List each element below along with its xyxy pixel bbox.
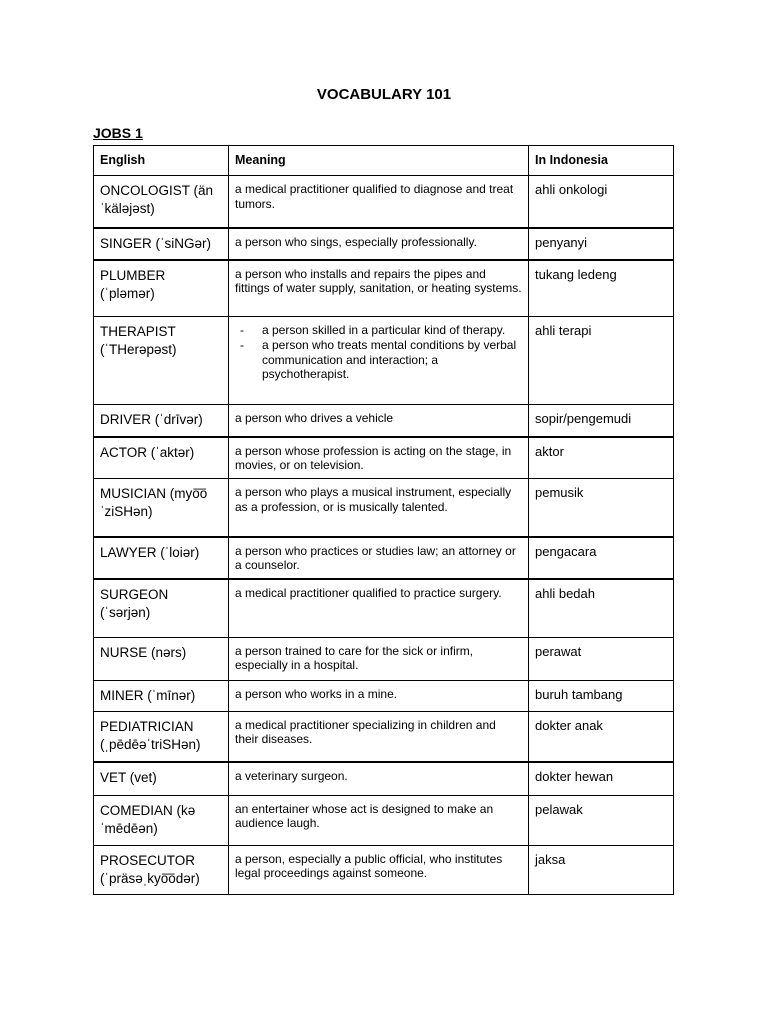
meaning-cell: a veterinary surgeon. [229, 762, 529, 795]
indonesian-cell: dokter anak [529, 711, 674, 762]
section-heading: JOBS 1 [93, 125, 143, 141]
table-row [94, 680, 674, 711]
meaning-cell: a person who drives a vehicle [229, 405, 529, 437]
meaning-cell: a person, especially a public official, who institutes legal proceedings against someone. [229, 845, 529, 894]
indonesian-cell: pemusik [529, 479, 674, 537]
vocabulary-table [93, 145, 674, 895]
indonesian-cell: buruh tambang [529, 680, 674, 711]
meaning-cell: an entertainer whose act is designed to make an audience laugh. [229, 795, 529, 845]
meaning-cell: a person who works in a mine. [229, 680, 529, 711]
indonesian-cell: ahli onkologi [529, 176, 674, 228]
meaning-cell: a person who installs and repairs the pipes and fittings of water supply, sanitation, or heating systems. [229, 260, 529, 317]
header-indonesian: In Indonesia [529, 146, 674, 176]
table-row [94, 637, 674, 680]
definition-item: - a person skilled in a particular kind of therapy. [235, 323, 522, 338]
indonesian-cell: dokter hewan [529, 762, 674, 795]
meaning-cell: a person trained to care for the sick or infirm, especially in a hospital. [229, 637, 529, 680]
indonesian-cell: perawat [529, 637, 674, 680]
english-cell: PROSECUTOR (ˈpräsəˌkyo͞odər) [94, 845, 229, 894]
table-row [94, 579, 674, 637]
english-cell: MUSICIAN (myo͞oˈziSHən) [94, 479, 229, 537]
indonesian-cell: ahli terapi [529, 317, 674, 405]
table-row [94, 317, 674, 405]
english-cell: ONCOLOGIST (änˈkäləjəst) [94, 176, 229, 228]
meaning-cell: a person whose profession is acting on the stage, in movies, or on television. [229, 437, 529, 479]
table-row [94, 176, 674, 228]
english-cell: SURGEON (ˈsərjən) [94, 579, 229, 637]
english-cell: NURSE (nərs) [94, 637, 229, 680]
table-row [94, 479, 674, 537]
header-meaning: Meaning [229, 146, 529, 176]
indonesian-cell: sopir/pengemudi [529, 405, 674, 437]
english-cell: THERAPIST (ˈTHerəpəst) [94, 317, 229, 405]
page-title: VOCABULARY 101 [316, 86, 452, 103]
meaning-cell: a person who sings, especially professionally. [229, 228, 529, 260]
indonesian-cell: pengacara [529, 537, 674, 580]
table-row [94, 537, 674, 580]
table-row [94, 260, 674, 317]
english-cell: SINGER (ˈsiNGər) [94, 228, 229, 260]
indonesian-cell: pelawak [529, 795, 674, 845]
table-row [94, 405, 674, 437]
english-cell: VET (vet) [94, 762, 229, 795]
indonesian-cell: jaksa [529, 845, 674, 894]
meaning-cell: a medical practitioner qualified to practice surgery. [229, 579, 529, 637]
meaning-cell: a medical practitioner qualified to diagnose and treat tumors. [229, 176, 529, 228]
definition-list [235, 323, 522, 382]
meaning-cell: a person who practices or studies law; an attorney or a counselor. [229, 537, 529, 580]
table-row [94, 795, 674, 845]
indonesian-cell: tukang ledeng [529, 260, 674, 317]
indonesian-cell: aktor [529, 437, 674, 479]
definition-item: - a person who treats mental conditions by verbal communication and interaction; a psychotherapist. [235, 338, 522, 382]
table-row [94, 711, 674, 762]
meaning-cell: a person who plays a musical instrument, especially as a profession, or is musically talented. [229, 479, 529, 537]
meaning-cell [229, 317, 529, 405]
indonesian-cell: penyanyi [529, 228, 674, 260]
english-cell: DRIVER (ˈdrīvər) [94, 405, 229, 437]
table-row [94, 228, 674, 260]
table-row [94, 762, 674, 795]
english-cell: ACTOR (ˈaktər) [94, 437, 229, 479]
english-cell: COMEDIAN (kəˈmēdēən) [94, 795, 229, 845]
english-cell: LAWYER (ˈloiər) [94, 537, 229, 580]
table-header-row [94, 146, 674, 176]
english-cell: PEDIATRICIAN (ˌpēdēəˈtriSHən) [94, 711, 229, 762]
header-english: English [94, 146, 229, 176]
table-row [94, 845, 674, 894]
indonesian-cell: ahli bedah [529, 579, 674, 637]
english-cell: MINER (ˈmīnər) [94, 680, 229, 711]
english-cell: PLUMBER (ˈpləmər) [94, 260, 229, 317]
meaning-cell: a medical practitioner specializing in children and their diseases. [229, 711, 529, 762]
table-row [94, 437, 674, 479]
